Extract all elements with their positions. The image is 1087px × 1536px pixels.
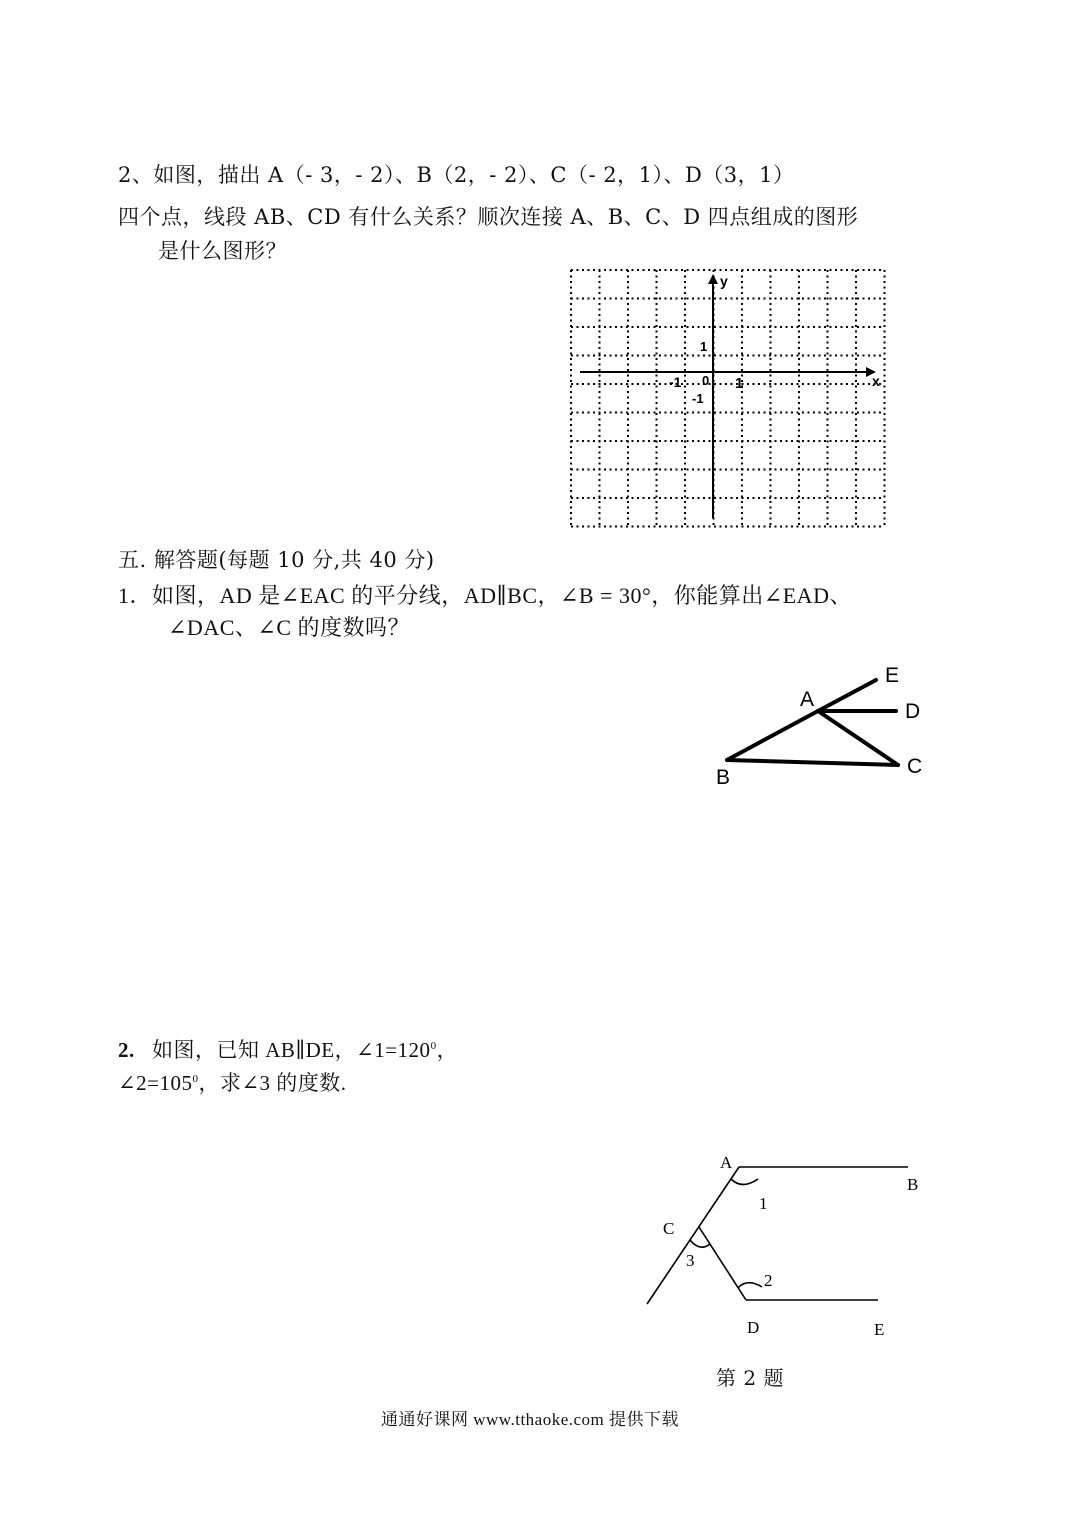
q2-line1: 2、如图，描出 A（- 3，- 2）、B（2，- 2）、C（- 2，1）、D（3，1） — [118, 163, 795, 187]
problem2-number: 2. — [118, 1038, 135, 1062]
fig2-label-B: B — [907, 1175, 919, 1194]
x-axis-label: x — [872, 373, 880, 389]
fig1-label-D: D — [905, 700, 921, 723]
y-neg-tick-label: -1 — [692, 391, 704, 406]
angle-1-label: 1 — [759, 1194, 768, 1213]
problem2-line1: 2. 如图，已知 AB∥DE，$\angle 1=120^0$， — [118, 1038, 459, 1062]
fig1-label-B: B — [716, 766, 731, 789]
angle-1-arc — [731, 1179, 758, 1185]
fig2-label-D: D — [747, 1318, 760, 1337]
angle-2-label: 2 — [764, 1271, 773, 1290]
angle-3-arc — [690, 1240, 710, 1247]
q2-line2: 四个点，线段 AB、CD 有什么关系？顺次连接 A、B、C、D 四点组成的图形 — [118, 205, 859, 229]
problem1-line1: 1．如图，AD 是∠EAC 的平分线，AD∥BC，∠B = 30°，你能算出∠EAD、 — [118, 583, 852, 608]
origin-label: 0 — [702, 373, 710, 388]
fig1-label-A: A — [800, 688, 815, 711]
q2-line3: 是什么图形？ — [158, 239, 287, 263]
problem2-line2: $\angle 2=105^0$，求∠3 的度数. — [118, 1071, 347, 1095]
x-neg-tick-label: -1 — [669, 374, 682, 390]
problem1-line2: ∠DAC、∠C 的度数吗？ — [168, 615, 410, 640]
fig1-label-E: E — [885, 664, 900, 687]
fig2-label-A: A — [720, 1153, 733, 1172]
section5-heading: 五. 解答题(每题 10 分,共 40 分) — [118, 548, 435, 572]
fig2-label-C: C — [663, 1219, 675, 1238]
figure-2-caption: 第 2 题 — [716, 1366, 784, 1390]
angle-2-arc — [738, 1283, 762, 1288]
fig1-label-C: C — [907, 755, 923, 778]
degree-mark: 0 — [430, 1040, 437, 1052]
angle-3-label: 3 — [686, 1251, 695, 1270]
segment-CD — [699, 1227, 746, 1300]
line-A-to-extended — [647, 1167, 739, 1304]
footer-text: 通通好课网 www.tthaoke.com 提供下载 — [381, 1410, 680, 1429]
fig2-label-E: E — [874, 1320, 885, 1339]
degree-mark: 0 — [192, 1073, 199, 1085]
x-pos-tick-label: 1 — [735, 375, 744, 392]
y-pos-tick-label: 1 — [700, 339, 708, 354]
y-axis-label: y — [720, 273, 728, 289]
